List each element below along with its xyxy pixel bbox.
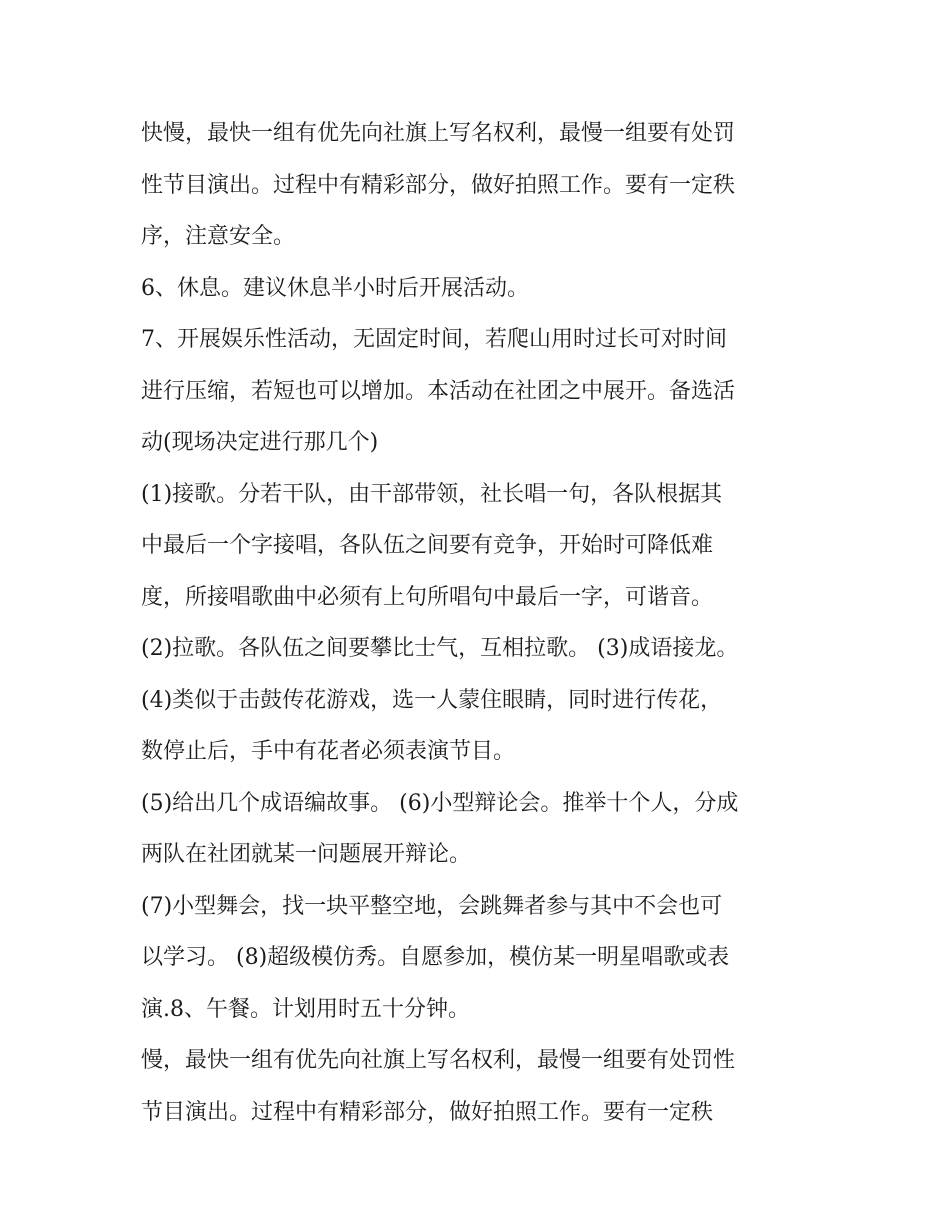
text-line: 动(现场决定进行那几个) bbox=[141, 430, 379, 455]
text-line: 两队在社团就某一问题展开辩论。 bbox=[141, 842, 472, 867]
text-line: (5)给出几个成语编故事。 (6)小型辩论会。推举十个人，分成 bbox=[141, 790, 739, 816]
text-line: 度，所接唱歌曲中必须有上句所唱句中最后一字，可谐音。 bbox=[141, 584, 714, 610]
text-line: 进行压缩，若短也可以增加。本活动在社团之中展开。备选活 bbox=[141, 378, 736, 404]
text-line: 序，注意安全。 bbox=[141, 224, 296, 249]
document-body bbox=[141, 108, 821, 1138]
text-line: 6、休息。建议休息半小时后开展活动。 bbox=[141, 275, 529, 301]
text-line: (2)拉歌。各队伍之间要攀比士气，互相拉歌。 (3)成语接龙。 bbox=[141, 636, 739, 661]
text-line: 快慢，最快一组有优先向社旗上写名权利，最慢一组要有处罚 bbox=[141, 121, 736, 146]
text-line: 以学习。 (8)超级模仿秀。自愿参加，模仿某一明星唱歌或表 bbox=[141, 945, 730, 970]
text-line: 数停止后，手中有花者必须表演节目。 bbox=[141, 739, 516, 764]
text-line: 慢，最快一组有优先向社旗上写名权利，最慢一组要有处罚性 bbox=[141, 1048, 736, 1073]
text-line: 演.8、午餐。计划用时五十分钟。 bbox=[141, 996, 470, 1022]
text-line: 7、开展娱乐性活动，无固定时间，若爬山用时过长可对时间 bbox=[141, 327, 727, 352]
text-line: (7)小型舞会，找一块平整空地，会跳舞者参与其中不会也可 bbox=[141, 893, 723, 919]
text-line: 性节目演出。过程中有精彩部分，做好拍照工作。要有一定秩 bbox=[141, 172, 736, 198]
text-line: (1)接歌。分若干队，由干部带领，社长唱一句，各队根据其 bbox=[141, 481, 723, 507]
text-line: (4)类似于击鼓传花游戏，选一人蒙住眼睛，同时进行传花， bbox=[141, 687, 723, 713]
text-line: 节目演出。过程中有精彩部分，做好拍照工作。要有一定秩 bbox=[141, 1099, 714, 1125]
text-line: 中最后一个字接唱，各队伍之间要有竞争，开始时可降低难 bbox=[141, 533, 714, 558]
